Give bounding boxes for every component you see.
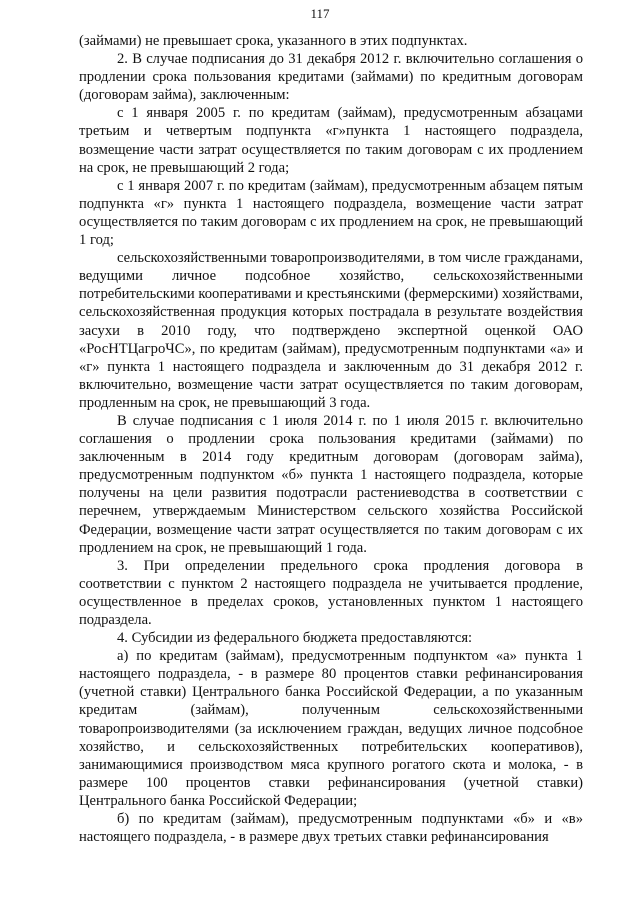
paragraph-item-2: 2. В случае подписания до 31 декабря 2012 г. включительно соглашения о продлении срока пользования кредитами (займами) по кредитным договорам (договорам займа), заключенным: bbox=[79, 51, 583, 104]
paragraph-drought-2010: сельскохозяйственными товаропроизводителями, в том числе гражданами, ведущими личное подсобное хозяйство, сельскохозяйственными потребительскими кооперативами и крестьянскими (фермерскими) хозяйствами, сельскохозяйственная продукция которых пострадала в результате воздействия засухи в 2010 году, что подтверждено экспертной оценкой ОАО «РосНТЦагроЧС», по кредитам (займам), предусмотренным подпунктами «а» и «г» пункта 1 настоящего подраздела и заключенным до 31 декабря 2012 г. включительно, возмещение части затрат осуществляется по таким договорам, продленным на срок, не превышающий 3 года. bbox=[79, 250, 583, 411]
paragraph-item-3: 3. При определении предельного срока продления договора в соответствии с пунктом 2 настоящего подраздела не учитывается продление, осуществленное в пределах сроков, установленных пунктом 1 настоящего подраздела. bbox=[79, 557, 583, 628]
paragraph-item-4a: а) по кредитам (займам), предусмотренным подпунктом «а» пункта 1 настоящего подраздела, - в размере 80 процентов ставки рефинансирования (учетной ставки) Центрального банка Российской Федерации, а по указанным кредитам (займам), полученным сельскохозяйственными товаропроизводителями (за исключением граждан, ведущих личное подсобное хозяйство, и сельскохозяйственных потребительских кооперативов), занимающимися производством мяса крупного рогатого скота и молока, - в размере 100 процентов ставки рефинансирования (учетной ставки) Центрального банка Российской Федерации; bbox=[79, 648, 583, 809]
paragraph-2014-2015: В случае подписания с 1 июля 2014 г. по 1 июля 2015 г. включительно соглашения о продлении срока пользования кредитами (займами) по заключенным в 2014 году кредитным договорам (договорам займа), предусмотренным подпунктом «б» пункта 1 настоящего подраздела, которые получены на цели развития подотрасли растениеводства в соответствии с перечнем, утверждаемым Министерством сельского хозяйства Российской Федерации, возмещение части затрат осуществляется по таким договорам с их продлением на срок, не превышающий 1 года. bbox=[79, 412, 583, 556]
paragraph-item-4b: б) по кредитам (займам), предусмотренным подпунктами «б» и «в» настоящего подраздела, - в размере двух третьих ставки рефинансирования bbox=[79, 811, 583, 846]
paragraph-item-4: 4. Субсидии из федерального бюджета предоставляются: bbox=[117, 630, 473, 647]
paragraph-2005-loans: с 1 января 2005 г. по кредитам (займам), предусмотренным абзацами третьим и четвертым подпункта «г»пункта 1 настоящего подраздела, возмещение части затрат осуществляется по таким договорам с их продлением на срок, не превышающий 2 года; bbox=[79, 105, 583, 176]
paragraph-continuation: (займами) не превышает срока, указанного в этих подпунктах. bbox=[79, 33, 468, 49]
paragraph-2007-loans: с 1 января 2007 г. по кредитам (займам), предусмотренным абзацем пятым подпункта «г» пункта 1 настоящего подраздела, возмещение части затрат осуществляется по таким договорам с их продлением на срок, не превышающий 1 год; bbox=[79, 177, 583, 249]
page-number: 117 bbox=[310, 6, 330, 21]
body-text bbox=[79, 32, 583, 846]
